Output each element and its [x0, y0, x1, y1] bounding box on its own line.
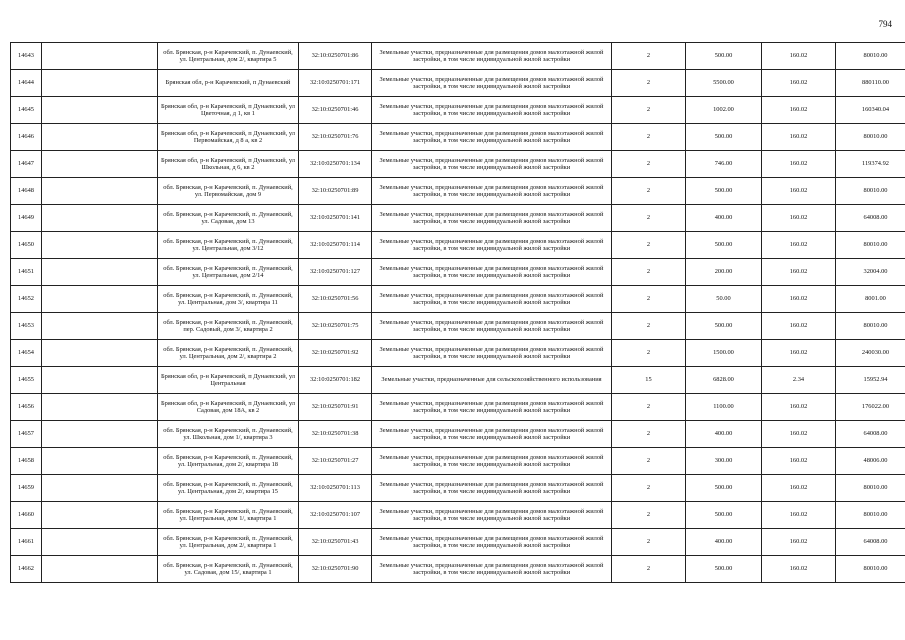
area-cell: 50.00	[686, 286, 762, 313]
cadastral-number-cell: 32:10:0250701:113	[299, 475, 372, 502]
group-code-cell: 2	[612, 124, 686, 151]
group-code-cell: 2	[612, 259, 686, 286]
land-use-cell: Земельные участки, предназначенные для размещения домов малоэтажной жилой застройки, в том числе индивидуальной жилой застройки	[372, 178, 612, 205]
land-use-cell: Земельные участки, предназначенные для размещения домов малоэтажной жилой застройки, в том числе индивидуальной жилой застройки	[372, 124, 612, 151]
cadastral-value-cell: 80010.00	[836, 178, 905, 205]
area-cell: 500.00	[686, 475, 762, 502]
area-cell: 400.00	[686, 529, 762, 556]
area-cell: 1100.00	[686, 394, 762, 421]
specific-value-cell: 160.02	[762, 178, 836, 205]
page-number: 794	[878, 19, 892, 29]
table-row	[11, 340, 905, 367]
specific-value-cell: 160.02	[762, 205, 836, 232]
group-code-cell: 2	[612, 43, 686, 70]
group-code-cell: 2	[612, 97, 686, 124]
cadastral-value-cell: 80010.00	[836, 124, 905, 151]
land-use-cell: Земельные участки, предназначенные для сельскохозяйственного использования	[372, 367, 612, 394]
address-cell: обл. Брянская, р-н Карачевский, п. Дунаевский, ул. Первомайская, дом 9	[158, 178, 299, 205]
cadastral-number-cell: 32:10:0250701:134	[299, 151, 372, 178]
table-row	[11, 286, 905, 313]
area-cell: 1500.00	[686, 340, 762, 367]
empty-cell	[42, 151, 158, 178]
row-number-cell: 14655	[11, 367, 42, 394]
land-use-cell: Земельные участки, предназначенные для размещения домов малоэтажной жилой застройки, в том числе индивидуальной жилой застройки	[372, 286, 612, 313]
cadastral-value-cell: 64008.00	[836, 421, 905, 448]
area-cell: 500.00	[686, 43, 762, 70]
specific-value-cell: 160.02	[762, 124, 836, 151]
cadastral-number-cell: 32:10:0250701:92	[299, 340, 372, 367]
table-row	[11, 394, 905, 421]
land-use-cell: Земельные участки, предназначенные для размещения домов малоэтажной жилой застройки, в том числе индивидуальной жилой застройки	[372, 502, 612, 529]
row-number-cell: 14643	[11, 43, 42, 70]
table-row	[11, 205, 905, 232]
empty-cell	[42, 313, 158, 340]
empty-cell	[42, 232, 158, 259]
row-number-cell: 14662	[11, 556, 42, 583]
land-use-cell: Земельные участки, предназначенные для размещения домов малоэтажной жилой застройки, в том числе индивидуальной жилой застройки	[372, 232, 612, 259]
row-number-cell: 14652	[11, 286, 42, 313]
area-cell: 300.00	[686, 448, 762, 475]
cadastral-value-cell: 48006.00	[836, 448, 905, 475]
empty-cell	[42, 367, 158, 394]
cadastral-number-cell: 32:10:0250701:127	[299, 259, 372, 286]
specific-value-cell: 160.02	[762, 475, 836, 502]
table-row	[11, 151, 905, 178]
address-cell: обл. Брянская, р-н Карачевский, п. Дунаевский, ул. Садовая, дом 15/, квартира 1	[158, 556, 299, 583]
address-cell: обл. Брянская, р-н Карачевский, п. Дунаевский, ул. Садовая, дом 13	[158, 205, 299, 232]
cadastral-number-cell: 32:10:0250701:91	[299, 394, 372, 421]
address-cell: обл. Брянская, р-н Карачевский, п. Дунаевский, ул. Центральная, дом 2/, квартира 15	[158, 475, 299, 502]
address-cell: обл. Брянская, р-н Карачевский, п. Дунаевский, ул. Центральная, дом 2/, квартира 5	[158, 43, 299, 70]
area-cell: 500.00	[686, 178, 762, 205]
address-cell: обл. Брянская, р-н Карачевский, п. Дунаевский, ул. Центральная, дом 2/, квартира 2	[158, 340, 299, 367]
group-code-cell: 2	[612, 178, 686, 205]
row-number-cell: 14660	[11, 502, 42, 529]
specific-value-cell: 160.02	[762, 340, 836, 367]
land-use-cell: Земельные участки, предназначенные для размещения домов малоэтажной жилой застройки, в том числе индивидуальной жилой застройки	[372, 448, 612, 475]
group-code-cell: 2	[612, 205, 686, 232]
cadastral-value-cell: 80010.00	[836, 556, 905, 583]
row-number-cell: 14653	[11, 313, 42, 340]
cadastral-number-cell: 32:10:0250701:171	[299, 70, 372, 97]
address-cell: обл. Брянская, р-н Карачевский, п. Дунаевский, пер. Садовый, дом 3/, квартира 2	[158, 313, 299, 340]
land-registry-table	[10, 42, 905, 583]
table-row	[11, 232, 905, 259]
table-row	[11, 70, 905, 97]
land-use-cell: Земельные участки, предназначенные для размещения домов малоэтажной жилой застройки, в том числе индивидуальной жилой застройки	[372, 151, 612, 178]
cadastral-value-cell: 80010.00	[836, 43, 905, 70]
empty-cell	[42, 259, 158, 286]
area-cell: 746.00	[686, 151, 762, 178]
area-cell: 500.00	[686, 124, 762, 151]
specific-value-cell: 160.02	[762, 151, 836, 178]
cadastral-value-cell: 80010.00	[836, 232, 905, 259]
group-code-cell: 2	[612, 340, 686, 367]
cadastral-number-cell: 32:10:0250701:182	[299, 367, 372, 394]
area-cell: 400.00	[686, 421, 762, 448]
cadastral-number-cell: 32:10:0250701:86	[299, 43, 372, 70]
area-cell: 200.00	[686, 259, 762, 286]
cadastral-number-cell: 32:10:0250701:46	[299, 97, 372, 124]
row-number-cell: 14659	[11, 475, 42, 502]
empty-cell	[42, 286, 158, 313]
row-number-cell: 14648	[11, 178, 42, 205]
cadastral-number-cell: 32:10:0250701:75	[299, 313, 372, 340]
empty-cell	[42, 394, 158, 421]
table-row	[11, 259, 905, 286]
land-use-cell: Земельные участки, предназначенные для размещения домов малоэтажной жилой застройки, в том числе индивидуальной жилой застройки	[372, 421, 612, 448]
cadastral-value-cell: 80010.00	[836, 313, 905, 340]
group-code-cell: 2	[612, 70, 686, 97]
group-code-cell: 2	[612, 232, 686, 259]
address-cell: Брянская обл, р-н Карачевский, п Дунаевский, ул Центральная	[158, 367, 299, 394]
cadastral-number-cell: 32:10:0250701:141	[299, 205, 372, 232]
row-number-cell: 14654	[11, 340, 42, 367]
table-row	[11, 556, 905, 583]
group-code-cell: 2	[612, 313, 686, 340]
area-cell: 5500.00	[686, 70, 762, 97]
cadastral-value-cell: 240030.00	[836, 340, 905, 367]
group-code-cell: 2	[612, 394, 686, 421]
row-number-cell: 14661	[11, 529, 42, 556]
table-row	[11, 529, 905, 556]
empty-cell	[42, 448, 158, 475]
land-use-cell: Земельные участки, предназначенные для размещения домов малоэтажной жилой застройки, в том числе индивидуальной жилой застройки	[372, 475, 612, 502]
address-cell: Брянская обл, р-н Карачевский, п Дунаевский, ул Первомайская, д 8 а, кв 2	[158, 124, 299, 151]
specific-value-cell: 160.02	[762, 232, 836, 259]
group-code-cell: 2	[612, 556, 686, 583]
cadastral-number-cell: 32:10:0250701:38	[299, 421, 372, 448]
table-row	[11, 97, 905, 124]
land-use-cell: Земельные участки, предназначенные для размещения домов малоэтажной жилой застройки, в том числе индивидуальной жилой застройки	[372, 340, 612, 367]
specific-value-cell: 160.02	[762, 556, 836, 583]
table-row	[11, 475, 905, 502]
area-cell: 400.00	[686, 205, 762, 232]
table-body	[11, 43, 905, 583]
specific-value-cell: 160.02	[762, 43, 836, 70]
specific-value-cell: 160.02	[762, 529, 836, 556]
group-code-cell: 2	[612, 286, 686, 313]
land-use-cell: Земельные участки, предназначенные для размещения домов малоэтажной жилой застройки, в том числе индивидуальной жилой застройки	[372, 70, 612, 97]
area-cell: 1002.00	[686, 97, 762, 124]
specific-value-cell: 160.02	[762, 259, 836, 286]
cadastral-value-cell: 176022.00	[836, 394, 905, 421]
area-cell: 500.00	[686, 232, 762, 259]
group-code-cell: 2	[612, 421, 686, 448]
group-code-cell: 15	[612, 367, 686, 394]
cadastral-number-cell: 32:10:0250701:76	[299, 124, 372, 151]
cadastral-value-cell: 15952.94	[836, 367, 905, 394]
empty-cell	[42, 529, 158, 556]
row-number-cell: 14645	[11, 97, 42, 124]
empty-cell	[42, 43, 158, 70]
cadastral-value-cell: 8001.00	[836, 286, 905, 313]
land-use-cell: Земельные участки, предназначенные для размещения домов малоэтажной жилой застройки, в том числе индивидуальной жилой застройки	[372, 259, 612, 286]
empty-cell	[42, 178, 158, 205]
group-code-cell: 2	[612, 502, 686, 529]
table-row	[11, 502, 905, 529]
land-use-cell: Земельные участки, предназначенные для размещения домов малоэтажной жилой застройки, в том числе индивидуальной жилой застройки	[372, 205, 612, 232]
specific-value-cell: 160.02	[762, 394, 836, 421]
empty-cell	[42, 421, 158, 448]
row-number-cell: 14657	[11, 421, 42, 448]
address-cell: обл. Брянская, р-н Карачевский, п. Дунаевский, ул. Центральная, дом 2/, квартира 18	[158, 448, 299, 475]
specific-value-cell: 160.02	[762, 421, 836, 448]
empty-cell	[42, 124, 158, 151]
group-code-cell: 2	[612, 475, 686, 502]
cadastral-value-cell: 160340.04	[836, 97, 905, 124]
table-row	[11, 313, 905, 340]
row-number-cell: 14658	[11, 448, 42, 475]
land-use-cell: Земельные участки, предназначенные для размещения домов малоэтажной жилой застройки, в том числе индивидуальной жилой застройки	[372, 394, 612, 421]
empty-cell	[42, 70, 158, 97]
cadastral-number-cell: 32:10:0250701:107	[299, 502, 372, 529]
address-cell: обл. Брянская, р-н Карачевский, п. Дунаевский, ул. Центральная, дом 2/, квартира 1	[158, 529, 299, 556]
cadastral-value-cell: 119374.92	[836, 151, 905, 178]
specific-value-cell: 160.02	[762, 286, 836, 313]
cadastral-number-cell: 32:10:0250701:114	[299, 232, 372, 259]
cadastral-value-cell: 64008.00	[836, 529, 905, 556]
area-cell: 500.00	[686, 502, 762, 529]
empty-cell	[42, 205, 158, 232]
cadastral-value-cell: 80010.00	[836, 475, 905, 502]
address-cell: обл. Брянская, р-н Карачевский, п. Дунаевский, ул. Центральная, дом 3/, квартира 11	[158, 286, 299, 313]
address-cell: Брянская обл, р-н Карачевский, п Дунаевский	[158, 70, 299, 97]
row-number-cell: 14644	[11, 70, 42, 97]
cadastral-number-cell: 32:10:0250701:43	[299, 529, 372, 556]
address-cell: обл. Брянская, р-н Карачевский, п. Дунаевский, ул. Школьная, дом 1/, квартира 3	[158, 421, 299, 448]
land-use-cell: Земельные участки, предназначенные для размещения домов малоэтажной жилой застройки, в том числе индивидуальной жилой застройки	[372, 97, 612, 124]
cadastral-value-cell: 80010.00	[836, 502, 905, 529]
empty-cell	[42, 556, 158, 583]
cadastral-number-cell: 32:10:0250701:56	[299, 286, 372, 313]
empty-cell	[42, 475, 158, 502]
address-cell: Брянская обл, р-н Карачевский, п Дунаевский, ул Школьная, д 6, кв 2	[158, 151, 299, 178]
table-row	[11, 448, 905, 475]
row-number-cell: 14651	[11, 259, 42, 286]
table-row	[11, 43, 905, 70]
area-cell: 6828.00	[686, 367, 762, 394]
address-cell: обл. Брянская, р-н Карачевский, п. Дунаевский, ул. Центральная, дом 2/14	[158, 259, 299, 286]
address-cell: обл. Брянская, р-н Карачевский, п. Дунаевский, ул. Центральная, дом 1/, квартира 1	[158, 502, 299, 529]
specific-value-cell: 2.34	[762, 367, 836, 394]
land-use-cell: Земельные участки, предназначенные для размещения домов малоэтажной жилой застройки, в том числе индивидуальной жилой застройки	[372, 43, 612, 70]
table-row	[11, 421, 905, 448]
address-cell: Брянская обл, р-н Карачевский, п Дунаевский, ул Садовая, дом 18А, кв 2	[158, 394, 299, 421]
specific-value-cell: 160.02	[762, 70, 836, 97]
specific-value-cell: 160.02	[762, 313, 836, 340]
cadastral-value-cell: 880110.00	[836, 70, 905, 97]
land-use-cell: Земельные участки, предназначенные для размещения домов малоэтажной жилой застройки, в том числе индивидуальной жилой застройки	[372, 529, 612, 556]
land-use-cell: Земельные участки, предназначенные для размещения домов малоэтажной жилой застройки, в том числе индивидуальной жилой застройки	[372, 556, 612, 583]
area-cell: 500.00	[686, 313, 762, 340]
group-code-cell: 2	[612, 448, 686, 475]
row-number-cell: 14646	[11, 124, 42, 151]
empty-cell	[42, 97, 158, 124]
table-row	[11, 124, 905, 151]
specific-value-cell: 160.02	[762, 448, 836, 475]
specific-value-cell: 160.02	[762, 502, 836, 529]
row-number-cell: 14649	[11, 205, 42, 232]
table-row	[11, 178, 905, 205]
area-cell: 500.00	[686, 556, 762, 583]
cadastral-value-cell: 32004.00	[836, 259, 905, 286]
land-use-cell: Земельные участки, предназначенные для размещения домов малоэтажной жилой застройки, в том числе индивидуальной жилой застройки	[372, 313, 612, 340]
row-number-cell: 14647	[11, 151, 42, 178]
table-row	[11, 367, 905, 394]
group-code-cell: 2	[612, 529, 686, 556]
cadastral-number-cell: 32:10:0250701:89	[299, 178, 372, 205]
empty-cell	[42, 340, 158, 367]
cadastral-value-cell: 64008.00	[836, 205, 905, 232]
address-cell: обл. Брянская, р-н Карачевский, п. Дунаевский, ул. Центральная, дом 3/12	[158, 232, 299, 259]
specific-value-cell: 160.02	[762, 97, 836, 124]
group-code-cell: 2	[612, 151, 686, 178]
cadastral-number-cell: 32:10:0250701:27	[299, 448, 372, 475]
empty-cell	[42, 502, 158, 529]
address-cell: Брянская обл, р-н Карачевский, п Дунаевский, ул Цветочная, д 1, кв 1	[158, 97, 299, 124]
row-number-cell: 14650	[11, 232, 42, 259]
cadastral-number-cell: 32:10:0250701:90	[299, 556, 372, 583]
row-number-cell: 14656	[11, 394, 42, 421]
